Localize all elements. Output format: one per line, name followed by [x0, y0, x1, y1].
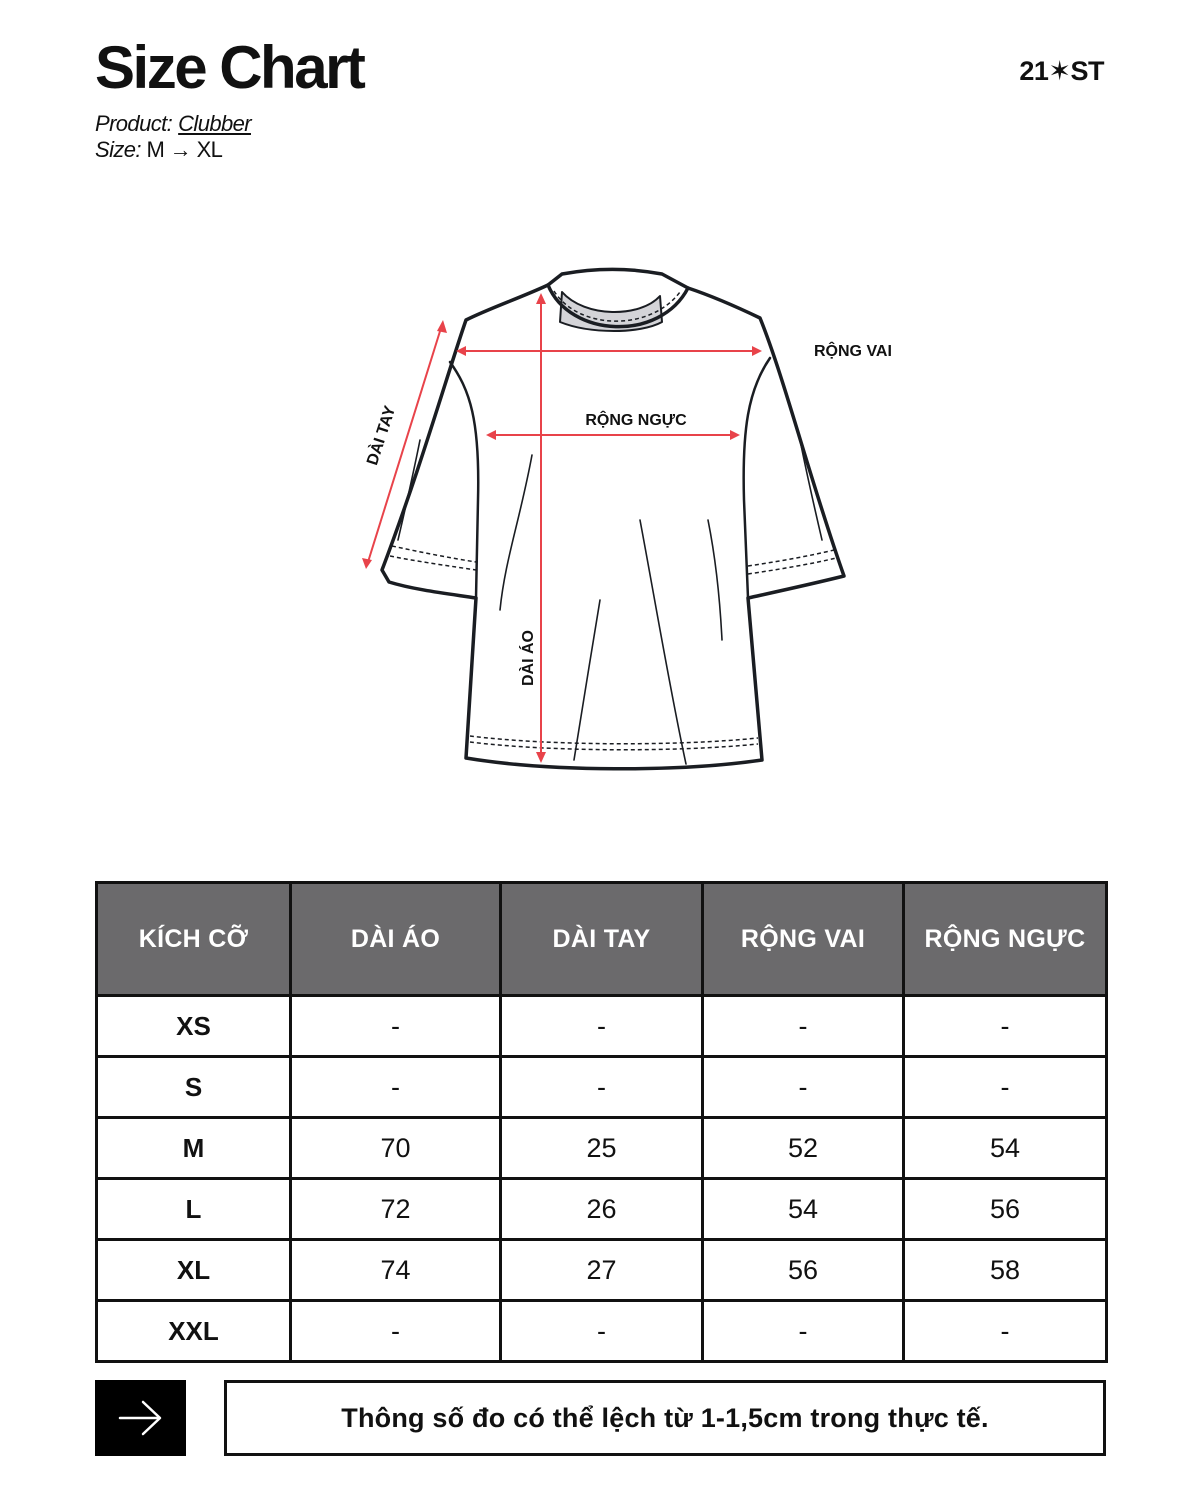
measurement-arrows — [362, 293, 762, 763]
measurement-note — [224, 1380, 1106, 1456]
size-cell: S — [97, 1057, 291, 1118]
table-cell: 58 — [904, 1240, 1107, 1301]
header-chest-width: RỘNG NGỰC — [904, 883, 1107, 996]
table-cell: 52 — [703, 1118, 904, 1179]
chest-arrowhead-left — [486, 430, 496, 440]
table-cell: - — [291, 1057, 501, 1118]
size-range-info — [95, 139, 222, 161]
size-label: Size: — [95, 137, 141, 162]
header-body-length: DÀI ÁO — [291, 883, 501, 996]
length-arrowhead-bottom — [536, 752, 546, 763]
table-cell: 25 — [501, 1118, 703, 1179]
table-row — [97, 1301, 1107, 1362]
table-cell: - — [703, 1301, 904, 1362]
table-row — [97, 1179, 1107, 1240]
table-cell: 27 — [501, 1240, 703, 1301]
header-size: KÍCH CỠ — [97, 883, 291, 996]
left-sleeve-seam — [450, 362, 478, 598]
size-cell: L — [97, 1179, 291, 1240]
chest-arrowhead-right — [730, 430, 740, 440]
table-row — [97, 996, 1107, 1057]
body-outline — [382, 285, 844, 769]
product-info — [95, 113, 251, 135]
right-sleeve-seam — [744, 358, 770, 598]
length-arrowhead-top — [536, 293, 546, 304]
table-cell: - — [291, 996, 501, 1057]
arrow-right-icon — [117, 1398, 165, 1438]
arrow-badge — [95, 1380, 186, 1456]
table-cell: 74 — [291, 1240, 501, 1301]
table-row — [97, 1057, 1107, 1118]
table-cell: - — [904, 1057, 1107, 1118]
size-cell: XS — [97, 996, 291, 1057]
shoulder-width-label: RỘNG VAI — [814, 343, 892, 360]
table-cell: 70 — [291, 1118, 501, 1179]
table-cell: - — [703, 1057, 904, 1118]
product-label: Product: — [95, 111, 173, 136]
tshirt-outline — [382, 270, 844, 769]
sleeve-length-label: DÀI TAY — [364, 403, 400, 468]
size-cell: XXL — [97, 1301, 291, 1362]
size-range: M → XL — [146, 137, 223, 162]
chest-width-label: RỘNG NGỰC — [585, 412, 687, 429]
shoulder-arrowhead-right — [752, 346, 762, 356]
size-chart-table — [95, 881, 1108, 1363]
table-cell: 56 — [904, 1179, 1107, 1240]
table-cell: - — [904, 996, 1107, 1057]
table-cell: - — [501, 1301, 703, 1362]
sleeve-arrowhead-top — [437, 320, 447, 333]
body-length-label: DÀI ÁO — [520, 630, 537, 686]
page-title: Size Chart — [95, 34, 364, 101]
note-text: Thông số đo có thể lệch từ 1-1,5cm trong thực tế. — [341, 1402, 989, 1433]
table-cell: - — [501, 1057, 703, 1118]
product-name: Clubber — [178, 111, 251, 136]
brand-logo: 21✶ST — [1019, 56, 1104, 86]
table-row — [97, 1240, 1107, 1301]
header-shoulder-width: RỘNG VAI — [703, 883, 904, 996]
table-cell: 54 — [703, 1179, 904, 1240]
size-cell: M — [97, 1118, 291, 1179]
table-header-row — [97, 883, 1107, 996]
table-cell: 72 — [291, 1179, 501, 1240]
size-cell: XL — [97, 1240, 291, 1301]
table-row — [97, 1118, 1107, 1179]
table-cell: - — [501, 996, 703, 1057]
tshirt-diagram — [350, 260, 950, 790]
collar-top — [548, 270, 688, 289]
table-cell: - — [291, 1301, 501, 1362]
table-cell: - — [703, 996, 904, 1057]
table-cell: 56 — [703, 1240, 904, 1301]
table-cell: - — [904, 1301, 1107, 1362]
table-cell: 54 — [904, 1118, 1107, 1179]
header-sleeve-length: DÀI TAY — [501, 883, 703, 996]
sleeve-arrowhead-bottom — [362, 558, 372, 569]
table-cell: 26 — [501, 1179, 703, 1240]
